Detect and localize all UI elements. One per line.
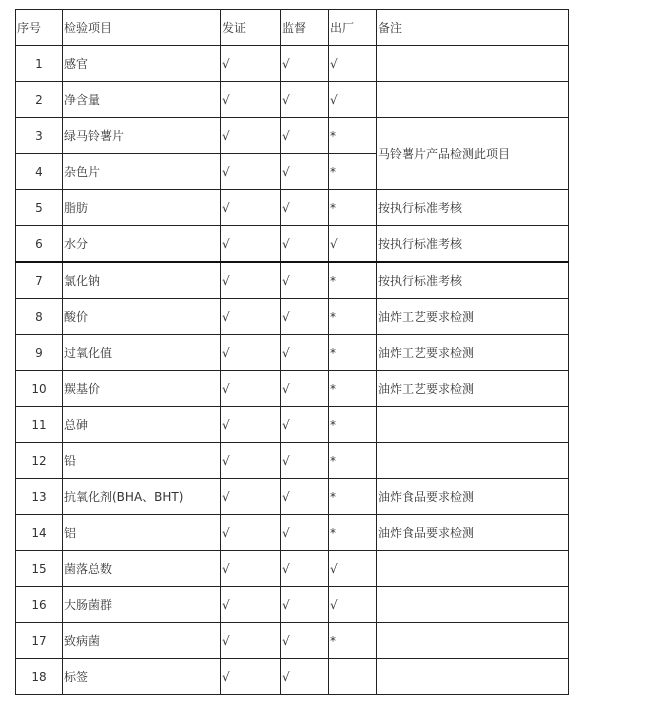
fazheng-mark: √ [221, 82, 281, 118]
row-number: 2 [16, 82, 63, 118]
chuchang-mark: √ [329, 46, 377, 82]
row-number: 15 [16, 551, 63, 587]
remark [377, 551, 569, 587]
table-row [16, 587, 569, 623]
table-row [16, 299, 569, 335]
chuchang-mark: * [329, 479, 377, 515]
jiandu-mark: √ [281, 479, 329, 515]
table-row [16, 371, 569, 407]
table-row [16, 118, 569, 154]
header-jiandu: 监督 [281, 10, 329, 46]
jiandu-mark: √ [281, 335, 329, 371]
header-row [16, 10, 569, 46]
table-row [16, 82, 569, 118]
remark: 按执行标准考核 [377, 226, 569, 263]
jiandu-mark: √ [281, 299, 329, 335]
row-number: 12 [16, 443, 63, 479]
row-number: 4 [16, 154, 63, 190]
row-number: 6 [16, 226, 63, 263]
fazheng-mark: √ [221, 262, 281, 299]
inspection-item: 标签 [63, 659, 221, 695]
jiandu-mark: √ [281, 407, 329, 443]
chuchang-mark: √ [329, 551, 377, 587]
header-no: 序号 [16, 10, 63, 46]
row-number: 3 [16, 118, 63, 154]
fazheng-mark: √ [221, 515, 281, 551]
inspection-item: 净含量 [63, 82, 221, 118]
chuchang-mark: √ [329, 82, 377, 118]
row-number: 5 [16, 190, 63, 226]
header-item: 检验项目 [63, 10, 221, 46]
row-number: 17 [16, 623, 63, 659]
inspection-item: 酸价 [63, 299, 221, 335]
inspection-item: 抗氧化剂(BHA、BHT) [63, 479, 221, 515]
inspection-item: 氯化钠 [63, 262, 221, 299]
remark [377, 82, 569, 118]
table-row [16, 262, 569, 299]
chuchang-mark [329, 659, 377, 695]
remark [377, 407, 569, 443]
row-number: 7 [16, 262, 63, 299]
inspection-item: 总砷 [63, 407, 221, 443]
fazheng-mark: √ [221, 659, 281, 695]
jiandu-mark: √ [281, 226, 329, 263]
jiandu-mark: √ [281, 623, 329, 659]
row-number: 1 [16, 46, 63, 82]
chuchang-mark: * [329, 515, 377, 551]
remark [377, 659, 569, 695]
remark: 按执行标准考核 [377, 190, 569, 226]
fazheng-mark: √ [221, 479, 281, 515]
chuchang-mark: √ [329, 226, 377, 263]
fazheng-mark: √ [221, 371, 281, 407]
chuchang-mark: * [329, 335, 377, 371]
chuchang-mark: * [329, 407, 377, 443]
fazheng-mark: √ [221, 190, 281, 226]
chuchang-mark: * [329, 623, 377, 659]
table-row [16, 190, 569, 226]
chuchang-mark: * [329, 299, 377, 335]
header-remark: 备注 [377, 10, 569, 46]
row-number: 16 [16, 587, 63, 623]
jiandu-mark: √ [281, 515, 329, 551]
chuchang-mark: * [329, 262, 377, 299]
chuchang-mark: * [329, 371, 377, 407]
jiandu-mark: √ [281, 551, 329, 587]
row-number: 10 [16, 371, 63, 407]
fazheng-mark: √ [221, 226, 281, 263]
row-number: 18 [16, 659, 63, 695]
table-row [16, 623, 569, 659]
remark: 油炸食品要求检测 [377, 479, 569, 515]
header-fazheng: 发证 [221, 10, 281, 46]
inspection-item: 杂色片 [63, 154, 221, 190]
fazheng-mark: √ [221, 551, 281, 587]
remark: 油炸工艺要求检测 [377, 335, 569, 371]
inspection-item: 菌落总数 [63, 551, 221, 587]
row-number: 8 [16, 299, 63, 335]
row-number: 14 [16, 515, 63, 551]
row-number: 13 [16, 479, 63, 515]
row-number: 11 [16, 407, 63, 443]
fazheng-mark: √ [221, 46, 281, 82]
inspection-item: 羰基价 [63, 371, 221, 407]
fazheng-mark: √ [221, 118, 281, 154]
chuchang-mark: * [329, 154, 377, 190]
inspection-item: 铅 [63, 443, 221, 479]
remark [377, 443, 569, 479]
fazheng-mark: √ [221, 299, 281, 335]
chuchang-mark: * [329, 190, 377, 226]
fazheng-mark: √ [221, 407, 281, 443]
jiandu-mark: √ [281, 262, 329, 299]
table-row [16, 659, 569, 695]
fazheng-mark: √ [221, 335, 281, 371]
fazheng-mark: √ [221, 623, 281, 659]
fazheng-mark: √ [221, 443, 281, 479]
fazheng-mark: √ [221, 154, 281, 190]
remark: 油炸工艺要求检测 [377, 371, 569, 407]
jiandu-mark: √ [281, 118, 329, 154]
table-row [16, 226, 569, 263]
row-number: 9 [16, 335, 63, 371]
table-row [16, 479, 569, 515]
inspection-item: 脂肪 [63, 190, 221, 226]
jiandu-mark: √ [281, 443, 329, 479]
table-row [16, 46, 569, 82]
table-row [16, 515, 569, 551]
jiandu-mark: √ [281, 659, 329, 695]
header-chuchang: 出厂 [329, 10, 377, 46]
remark: 油炸食品要求检测 [377, 515, 569, 551]
inspection-item: 致病菌 [63, 623, 221, 659]
inspection-item: 感官 [63, 46, 221, 82]
inspection-item: 铝 [63, 515, 221, 551]
fazheng-mark: √ [221, 587, 281, 623]
chuchang-mark: * [329, 443, 377, 479]
remark [377, 46, 569, 82]
remark: 马铃薯片产品检测此项目 [377, 118, 569, 190]
inspection-table [15, 9, 569, 695]
remark [377, 587, 569, 623]
table-row [16, 443, 569, 479]
jiandu-mark: √ [281, 587, 329, 623]
jiandu-mark: √ [281, 82, 329, 118]
chuchang-mark: √ [329, 587, 377, 623]
table-row [16, 335, 569, 371]
remark: 油炸工艺要求检测 [377, 299, 569, 335]
jiandu-mark: √ [281, 371, 329, 407]
chuchang-mark: * [329, 118, 377, 154]
inspection-item: 绿马铃薯片 [63, 118, 221, 154]
inspection-item: 过氧化值 [63, 335, 221, 371]
table-row [16, 407, 569, 443]
jiandu-mark: √ [281, 154, 329, 190]
remark: 按执行标准考核 [377, 262, 569, 299]
inspection-item: 水分 [63, 226, 221, 263]
inspection-item: 大肠菌群 [63, 587, 221, 623]
jiandu-mark: √ [281, 46, 329, 82]
remark [377, 623, 569, 659]
table-row [16, 551, 569, 587]
jiandu-mark: √ [281, 190, 329, 226]
